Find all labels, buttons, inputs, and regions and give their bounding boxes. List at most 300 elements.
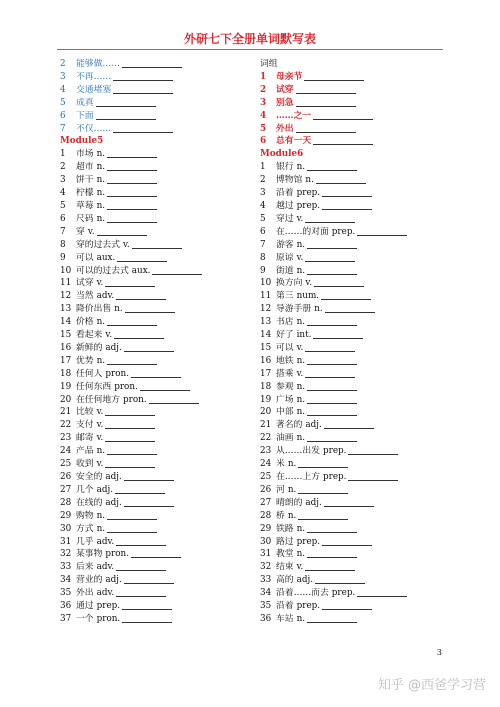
part-of-speech: n.	[96, 446, 106, 457]
answer-blank[interactable]	[296, 97, 356, 107]
word-meaning: 穿的过去式	[76, 239, 120, 250]
item-number: 6	[60, 213, 66, 224]
item-number: 15	[60, 330, 72, 341]
item-number: 3	[260, 97, 267, 108]
answer-blank[interactable]	[307, 161, 357, 171]
module5-word-list	[60, 148, 250, 626]
answer-blank[interactable]	[107, 523, 157, 533]
answer-blank[interactable]	[124, 574, 174, 584]
word-item	[260, 252, 450, 265]
word-item	[260, 471, 450, 484]
answer-blank[interactable]	[116, 536, 166, 546]
answer-blank[interactable]	[131, 548, 181, 558]
item-number: 1	[260, 71, 267, 82]
part-of-speech: n.	[296, 433, 306, 444]
item-number: 28	[260, 510, 272, 521]
answer-blank[interactable]	[307, 432, 357, 442]
word-meaning: 当然	[76, 291, 94, 302]
phrase-text: 成真	[76, 97, 94, 108]
word-meaning: 在线的	[76, 497, 103, 508]
word-item	[260, 561, 450, 574]
answer-blank[interactable]	[117, 252, 167, 262]
answer-blank[interactable]	[149, 394, 199, 404]
watermark: 知乎 @西爸学习营	[377, 678, 486, 693]
answer-blank[interactable]	[305, 561, 355, 571]
item-number: 16	[60, 342, 72, 353]
part-of-speech: prep.	[323, 472, 347, 482]
item-number: 7	[260, 239, 266, 250]
word-meaning: 银行	[276, 162, 294, 173]
word-meaning: 可以的过去式	[76, 265, 129, 276]
phrase-item	[260, 71, 450, 84]
word-item	[260, 406, 450, 419]
word-meaning: 路过	[276, 536, 294, 547]
item-number: 29	[260, 523, 272, 534]
answer-blank[interactable]	[296, 123, 356, 133]
answer-blank[interactable]	[105, 277, 155, 287]
answer-blank[interactable]	[316, 174, 366, 184]
item-number: 6	[60, 110, 66, 121]
answer-blank[interactable]	[307, 523, 357, 533]
word-meaning: 参观	[276, 381, 294, 392]
item-number: 36	[260, 613, 272, 624]
word-item	[60, 445, 250, 458]
word-item	[260, 600, 450, 613]
answer-blank[interactable]	[313, 329, 363, 339]
word-meaning: 草莓	[76, 200, 94, 211]
part-of-speech: adv.	[96, 562, 115, 573]
answer-blank[interactable]	[97, 226, 147, 236]
item-number: 14	[260, 330, 272, 341]
item-number: 10	[60, 265, 72, 276]
item-number: 33	[260, 575, 272, 586]
answer-blank[interactable]	[116, 587, 166, 597]
word-item	[60, 174, 250, 187]
word-item	[60, 406, 250, 419]
item-number: 5	[60, 200, 66, 211]
answer-blank[interactable]	[107, 213, 157, 223]
item-number: 19	[60, 381, 72, 392]
answer-blank[interactable]	[105, 458, 155, 468]
answer-blank[interactable]	[357, 587, 407, 597]
part-of-speech: n.	[287, 459, 297, 470]
item-number: 16	[260, 355, 272, 366]
item-number: 18	[60, 368, 72, 379]
word-item	[260, 574, 450, 587]
part-of-speech: n.	[296, 355, 306, 366]
item-number: 37	[60, 613, 72, 624]
answer-blank[interactable]	[307, 265, 357, 275]
phrase-text: 能够做……	[76, 59, 120, 69]
word-item	[60, 523, 250, 536]
word-meaning: 米	[276, 459, 285, 470]
answer-blank[interactable]	[96, 110, 156, 120]
answer-blank[interactable]	[307, 355, 357, 365]
answer-blank[interactable]	[307, 406, 357, 416]
word-meaning: 在……的对面	[276, 226, 329, 237]
item-number: 31	[60, 536, 72, 547]
part-of-speech: aux.	[131, 265, 151, 276]
word-meaning: 导游手册	[276, 304, 312, 315]
answer-blank[interactable]	[324, 419, 374, 429]
item-number: 18	[260, 381, 272, 392]
answer-blank[interactable]	[307, 381, 357, 391]
word-meaning: 从……出发	[276, 446, 320, 457]
word-item	[260, 290, 450, 303]
word-item	[60, 213, 250, 226]
word-meaning: 安全的	[76, 472, 103, 482]
part-of-speech: prep.	[96, 601, 121, 612]
word-meaning: 搭乘	[276, 368, 294, 379]
item-number: 2	[60, 162, 66, 173]
item-number: 3	[260, 188, 266, 199]
answer-blank[interactable]	[322, 200, 372, 210]
word-item	[60, 239, 250, 252]
word-meaning: 中部	[276, 407, 294, 418]
answer-blank[interactable]	[304, 71, 364, 81]
answer-blank[interactable]	[114, 329, 164, 339]
phrase-text: 母亲节	[276, 71, 303, 82]
word-meaning: 教堂	[276, 549, 294, 560]
word-item	[60, 432, 250, 445]
item-number: 3	[60, 71, 66, 82]
answer-blank[interactable]	[314, 277, 364, 287]
right-column	[260, 58, 450, 626]
answer-blank[interactable]	[296, 84, 356, 94]
answer-blank[interactable]	[116, 290, 166, 300]
word-item	[260, 187, 450, 200]
item-number: 8	[60, 239, 66, 250]
phrase-item	[60, 123, 250, 136]
part-of-speech: adj.	[96, 484, 114, 495]
word-meaning: 博物馆	[276, 175, 303, 186]
item-number: 6	[260, 226, 266, 237]
answer-blank[interactable]	[315, 574, 365, 584]
word-item	[60, 381, 250, 394]
answer-blank[interactable]	[124, 342, 174, 352]
answer-blank[interactable]	[122, 58, 182, 68]
answer-blank[interactable]	[124, 497, 174, 507]
word-meaning: 游客	[276, 239, 294, 250]
answer-blank[interactable]	[107, 174, 157, 184]
word-item	[60, 484, 250, 497]
item-number: 1	[60, 149, 66, 160]
part-of-speech: n.	[96, 213, 106, 224]
word-item	[260, 548, 450, 561]
answer-blank[interactable]	[125, 303, 175, 313]
word-meaning: 换方向	[276, 278, 303, 289]
part-of-speech: v.	[96, 433, 104, 444]
item-number: 4	[260, 110, 267, 121]
part-of-speech: v.	[305, 278, 313, 289]
word-item	[260, 523, 450, 536]
item-number: 5	[60, 97, 66, 108]
answer-blank[interactable]	[307, 239, 357, 249]
word-meaning: 油画	[276, 433, 294, 444]
word-item	[60, 200, 250, 213]
module6-word-list	[260, 161, 450, 626]
part-of-speech: n.	[96, 188, 106, 199]
answer-blank[interactable]	[313, 135, 373, 145]
answer-blank[interactable]	[105, 406, 155, 416]
word-meaning: 支付	[76, 420, 94, 431]
answer-blank[interactable]	[321, 290, 371, 300]
word-item	[260, 355, 450, 368]
answer-blank[interactable]	[307, 394, 357, 404]
item-number: 20	[260, 407, 272, 418]
answer-blank[interactable]	[122, 600, 172, 610]
answer-blank[interactable]	[113, 71, 173, 81]
item-number: 21	[260, 420, 272, 431]
answer-blank[interactable]	[305, 252, 355, 262]
word-meaning: 穿过	[276, 213, 294, 224]
section-heading-module6: Module6	[260, 149, 304, 160]
answer-blank[interactable]	[107, 510, 157, 520]
answer-blank[interactable]	[107, 161, 157, 171]
phrase-text: 下面	[76, 110, 94, 121]
word-meaning: 广场	[276, 394, 294, 405]
part-of-speech: n.	[96, 162, 106, 173]
word-item	[60, 600, 250, 613]
item-number: 30	[60, 523, 72, 534]
answer-blank[interactable]	[307, 316, 357, 326]
word-item	[260, 419, 450, 432]
word-meaning: 方式	[76, 523, 94, 534]
word-item	[60, 226, 250, 239]
part-of-speech: v.	[105, 330, 113, 341]
part-of-speech: n.	[96, 510, 106, 521]
part-of-speech: prep.	[331, 226, 356, 237]
part-of-speech: n.	[287, 484, 297, 495]
word-item	[60, 574, 250, 587]
answer-blank[interactable]	[122, 613, 172, 623]
part-of-speech: n.	[296, 317, 306, 328]
answer-blank[interactable]	[305, 213, 355, 223]
word-item	[260, 174, 450, 187]
part-of-speech: pron.	[114, 381, 138, 392]
word-item	[60, 548, 250, 561]
answer-blank[interactable]	[96, 97, 156, 107]
word-meaning: 铁路	[276, 523, 294, 534]
word-item	[260, 316, 450, 329]
item-number: 23	[260, 446, 272, 457]
word-meaning: 高的	[276, 575, 294, 586]
answer-blank[interactable]	[298, 484, 348, 494]
answer-blank[interactable]	[131, 368, 181, 378]
word-item	[60, 148, 250, 161]
title-divider	[57, 49, 443, 50]
word-meaning: 结束	[276, 562, 294, 573]
answer-blank[interactable]	[107, 445, 157, 455]
part-of-speech: n.	[287, 510, 297, 521]
part-of-speech: adj.	[105, 497, 122, 508]
answer-blank[interactable]	[115, 484, 165, 494]
item-number: 32	[260, 562, 272, 573]
word-item	[260, 510, 450, 523]
word-meaning: 在……上方	[276, 472, 320, 482]
part-of-speech: n.	[96, 175, 106, 186]
part-of-speech: n.	[296, 381, 306, 392]
word-meaning: 超市	[76, 162, 94, 173]
item-number: 23	[60, 433, 72, 444]
answer-blank[interactable]	[322, 600, 372, 610]
item-number: 24	[60, 446, 72, 457]
word-meaning: 试穿	[76, 278, 94, 289]
answer-blank[interactable]	[152, 265, 202, 275]
answer-blank[interactable]	[305, 342, 355, 352]
word-meaning: 任何东西	[76, 381, 112, 392]
answer-blank[interactable]	[107, 200, 157, 210]
item-number: 2	[260, 84, 267, 95]
phrase-text: 不仅……	[76, 123, 112, 134]
answer-blank[interactable]	[140, 381, 190, 391]
item-number: 10	[260, 278, 272, 289]
answer-blank[interactable]	[305, 368, 355, 378]
word-item	[260, 381, 450, 394]
item-number: 20	[60, 394, 72, 405]
answer-blank[interactable]	[105, 419, 155, 429]
item-number: 22	[260, 433, 272, 444]
answer-blank[interactable]	[322, 536, 372, 546]
word-meaning: 柠檬	[76, 188, 94, 199]
answer-blank[interactable]	[298, 458, 348, 468]
answer-blank[interactable]	[107, 187, 157, 197]
part-of-speech: num.	[296, 291, 320, 302]
word-item	[260, 342, 450, 355]
answer-blank[interactable]	[113, 84, 173, 94]
answer-blank[interactable]	[313, 110, 373, 120]
part-of-speech: prep.	[296, 536, 321, 547]
answer-blank[interactable]	[116, 561, 166, 571]
item-number: 2	[260, 175, 266, 186]
item-number: 17	[260, 368, 272, 379]
word-meaning: 营业的	[76, 575, 103, 586]
word-meaning: 尺码	[76, 213, 94, 224]
item-number: 27	[60, 484, 72, 495]
word-item	[260, 497, 450, 510]
answer-blank[interactable]	[107, 316, 157, 326]
answer-blank[interactable]	[322, 187, 372, 197]
answer-blank[interactable]	[325, 303, 375, 313]
word-item	[60, 290, 250, 303]
phrase-item	[260, 135, 450, 148]
phrase-text: 交通堵塞	[76, 84, 112, 95]
item-number: 28	[60, 497, 72, 508]
part-of-speech: n.	[296, 549, 306, 560]
word-item	[60, 355, 250, 368]
word-item	[60, 458, 250, 471]
phrase-item	[60, 71, 250, 84]
word-item	[260, 368, 450, 381]
part-of-speech: v.	[96, 459, 104, 470]
phrase-text: 别急	[276, 97, 294, 108]
item-number: 31	[260, 549, 272, 560]
phrase-text: 试穿	[276, 84, 294, 95]
answer-blank[interactable]	[107, 148, 157, 158]
item-number: 13	[60, 304, 72, 315]
part-of-speech: n.	[96, 200, 106, 211]
answer-blank[interactable]	[105, 432, 155, 442]
part-of-speech: v.	[296, 213, 304, 224]
item-number: 29	[60, 510, 72, 521]
word-item	[260, 239, 450, 252]
word-meaning: 比较	[76, 407, 94, 418]
answer-blank[interactable]	[307, 613, 357, 623]
phrases-heading: 词组	[260, 59, 278, 69]
part-of-speech: adj.	[305, 497, 322, 508]
part-of-speech: pron.	[105, 549, 130, 560]
answer-blank[interactable]	[107, 355, 157, 365]
part-of-speech: n.	[114, 304, 123, 315]
word-item	[60, 587, 250, 600]
answer-blank[interactable]	[348, 471, 398, 481]
part-of-speech: n.	[296, 613, 306, 624]
word-item	[60, 342, 250, 355]
word-item	[60, 161, 250, 174]
item-number: 11	[60, 278, 72, 289]
word-meaning: 越过	[276, 200, 294, 211]
word-item	[60, 471, 250, 484]
phrase-item	[60, 97, 250, 110]
word-item	[260, 277, 450, 290]
part-of-speech: v.	[96, 420, 104, 431]
word-item	[260, 445, 450, 458]
word-meaning: 外出	[76, 588, 94, 599]
word-item	[60, 394, 250, 407]
part-of-speech: adj.	[105, 342, 122, 353]
word-meaning: 优势	[76, 355, 94, 366]
word-item	[260, 226, 450, 239]
part-of-speech: v.	[96, 278, 104, 289]
word-meaning: 几个	[76, 484, 94, 495]
item-number: 9	[60, 252, 66, 263]
part-of-speech: adj.	[305, 420, 322, 431]
item-number: 19	[260, 394, 272, 405]
word-meaning: 收到	[76, 459, 94, 470]
answer-blank[interactable]	[298, 510, 348, 520]
item-number: 25	[260, 472, 272, 482]
answer-blank[interactable]	[132, 239, 182, 249]
answer-blank[interactable]	[124, 471, 174, 481]
answer-blank[interactable]	[113, 123, 173, 133]
part-of-speech: v.	[296, 342, 304, 353]
phrase-item	[260, 123, 450, 136]
item-number: 13	[260, 317, 272, 328]
word-item	[260, 303, 450, 316]
part-of-speech: adv.	[96, 536, 115, 547]
answer-blank[interactable]	[324, 497, 374, 507]
part-of-speech: pron.	[123, 394, 147, 405]
answer-blank[interactable]	[307, 548, 357, 558]
answer-blank[interactable]	[348, 445, 398, 455]
left-phrase-list	[60, 58, 250, 135]
part-of-speech: n.	[296, 265, 306, 276]
word-meaning: 新鲜的	[76, 342, 103, 353]
word-item	[60, 265, 250, 278]
word-item	[260, 613, 450, 626]
item-number: 32	[60, 549, 72, 560]
item-number: 30	[260, 536, 272, 547]
phrase-item	[260, 110, 450, 123]
answer-blank[interactable]	[357, 226, 407, 236]
word-meaning: 著名的	[276, 420, 303, 431]
part-of-speech: adv.	[96, 291, 115, 302]
word-item	[60, 536, 250, 549]
word-item	[60, 277, 250, 290]
part-of-speech: n.	[314, 304, 323, 315]
part-of-speech: v.	[296, 252, 304, 263]
phrase-item	[60, 84, 250, 97]
